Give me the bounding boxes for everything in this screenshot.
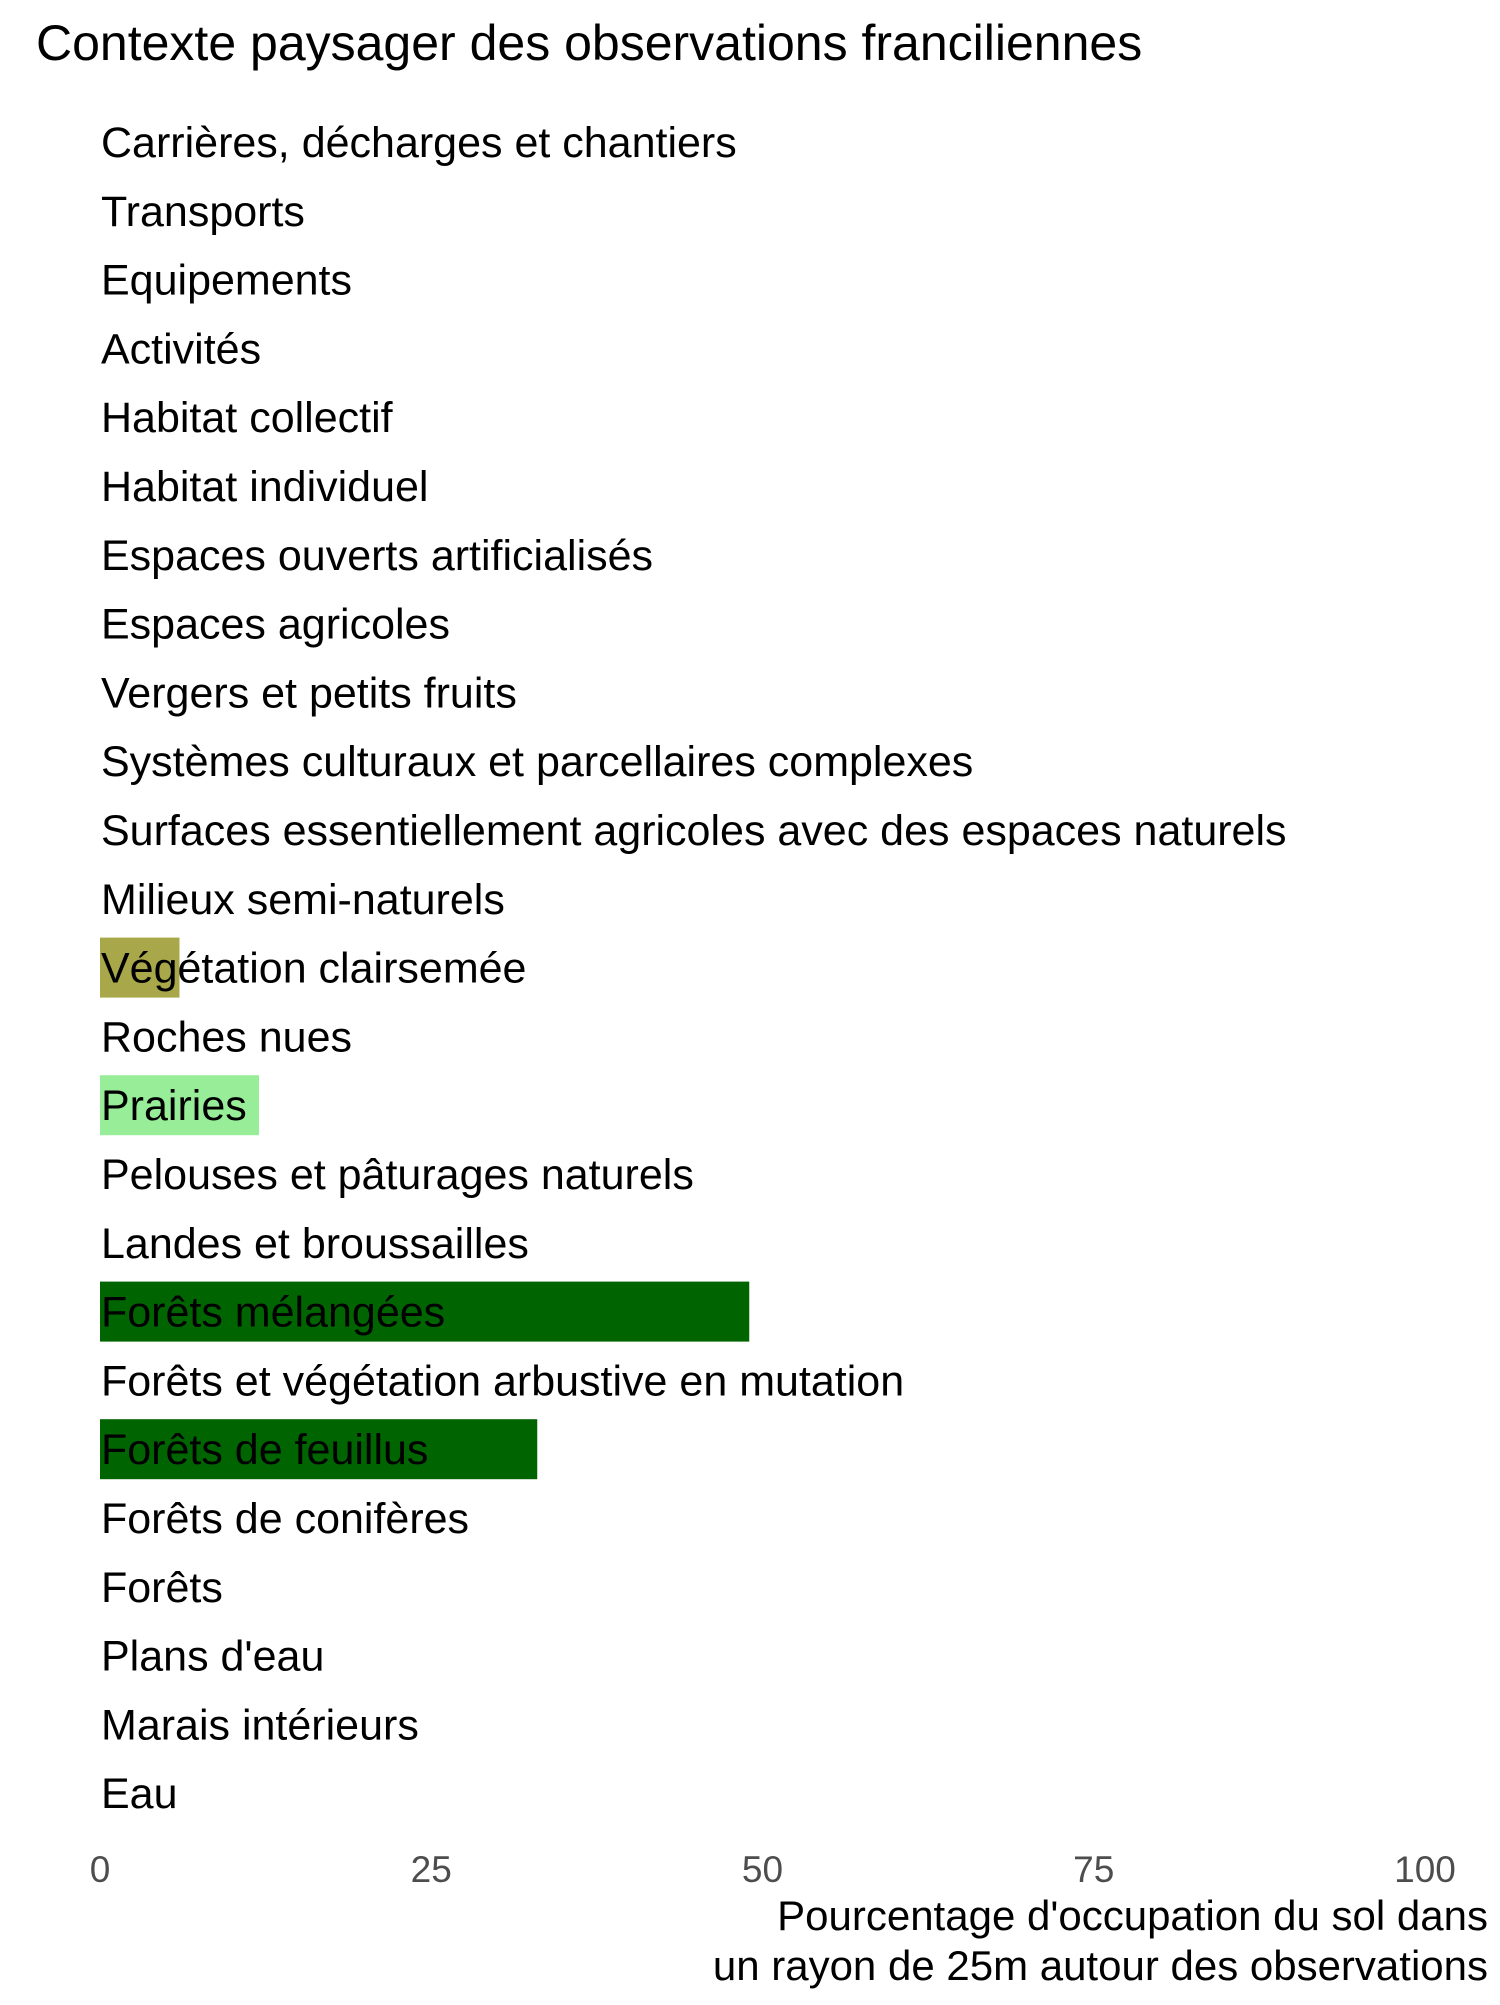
category-label-milieux-semi-naturels: Milieux semi-naturels xyxy=(101,875,505,924)
category-label-carrieres-decharges-et-chantiers: Carrières, décharges et chantiers xyxy=(101,119,737,167)
category-label-habitat-individuel: Habitat individuel xyxy=(101,463,429,511)
category-label-forets-de-coniferes: Forêts de conifères xyxy=(101,1495,470,1543)
category-label-roches-nues: Roches nues xyxy=(101,1013,352,1062)
category-label-equipements: Equipements xyxy=(101,256,352,305)
category-label-espaces-ouverts-artificialises: Espaces ouverts artificialisés xyxy=(101,531,654,580)
category-label-prairies: Prairies xyxy=(101,1082,247,1131)
x-tick-label-75: 75 xyxy=(1073,1849,1115,1890)
x-axis-label-line-1: Pourcentage d'occupation du sol dans xyxy=(777,1892,1488,1939)
category-label-vegetation-clairsemee: Végétation clairsemée xyxy=(101,944,527,993)
category-label-plans-d-eau: Plans d'eau xyxy=(101,1632,325,1681)
chart-title: Contexte paysager des observations franciliennes xyxy=(36,15,1143,71)
category-label-landes-et-broussailles: Landes et broussailles xyxy=(101,1219,529,1268)
x-axis-label-line-2: un rayon de 25m autour des observations xyxy=(712,1942,1488,1989)
category-label-espaces-agricoles: Espaces agricoles xyxy=(101,600,450,649)
category-label-forets-de-feuillus: Forêts de feuillus xyxy=(101,1426,429,1475)
category-label-systemes-culturaux-et-parcellaires-complexes: Systèmes culturaux et parcellaires complexes xyxy=(101,738,974,787)
x-tick-label-25: 25 xyxy=(410,1849,452,1890)
category-label-marais-interieurs: Marais intérieurs xyxy=(101,1701,419,1750)
x-tick-label-0: 0 xyxy=(89,1849,111,1890)
category-label-forets: Forêts xyxy=(101,1563,223,1612)
category-labels xyxy=(101,119,1287,1818)
x-tick-label-50: 50 xyxy=(741,1849,784,1890)
category-label-forets-et-vegetation-arbustive-en-mutation: Forêts et végétation arbustive en mutation xyxy=(101,1357,905,1406)
x-tick-label-100: 100 xyxy=(1394,1849,1456,1890)
category-label-eau: Eau xyxy=(101,1770,178,1819)
category-label-forets-melangees: Forêts mélangées xyxy=(101,1288,446,1337)
category-label-activites: Activités xyxy=(101,325,262,374)
category-label-transports: Transports xyxy=(101,187,305,236)
x-axis-ticks xyxy=(90,1849,1456,1890)
category-label-pelouses-et-paturages-naturels: Pelouses et pâturages naturels xyxy=(101,1151,694,1199)
category-label-habitat-collectif: Habitat collectif xyxy=(101,394,393,443)
category-label-vergers-et-petits-fruits: Vergers et petits fruits xyxy=(101,669,517,718)
category-label-surfaces-essentiellement-agricoles-avec-des-espaces-naturels: Surfaces essentiellement agricoles avec des espaces naturels xyxy=(101,807,1287,855)
